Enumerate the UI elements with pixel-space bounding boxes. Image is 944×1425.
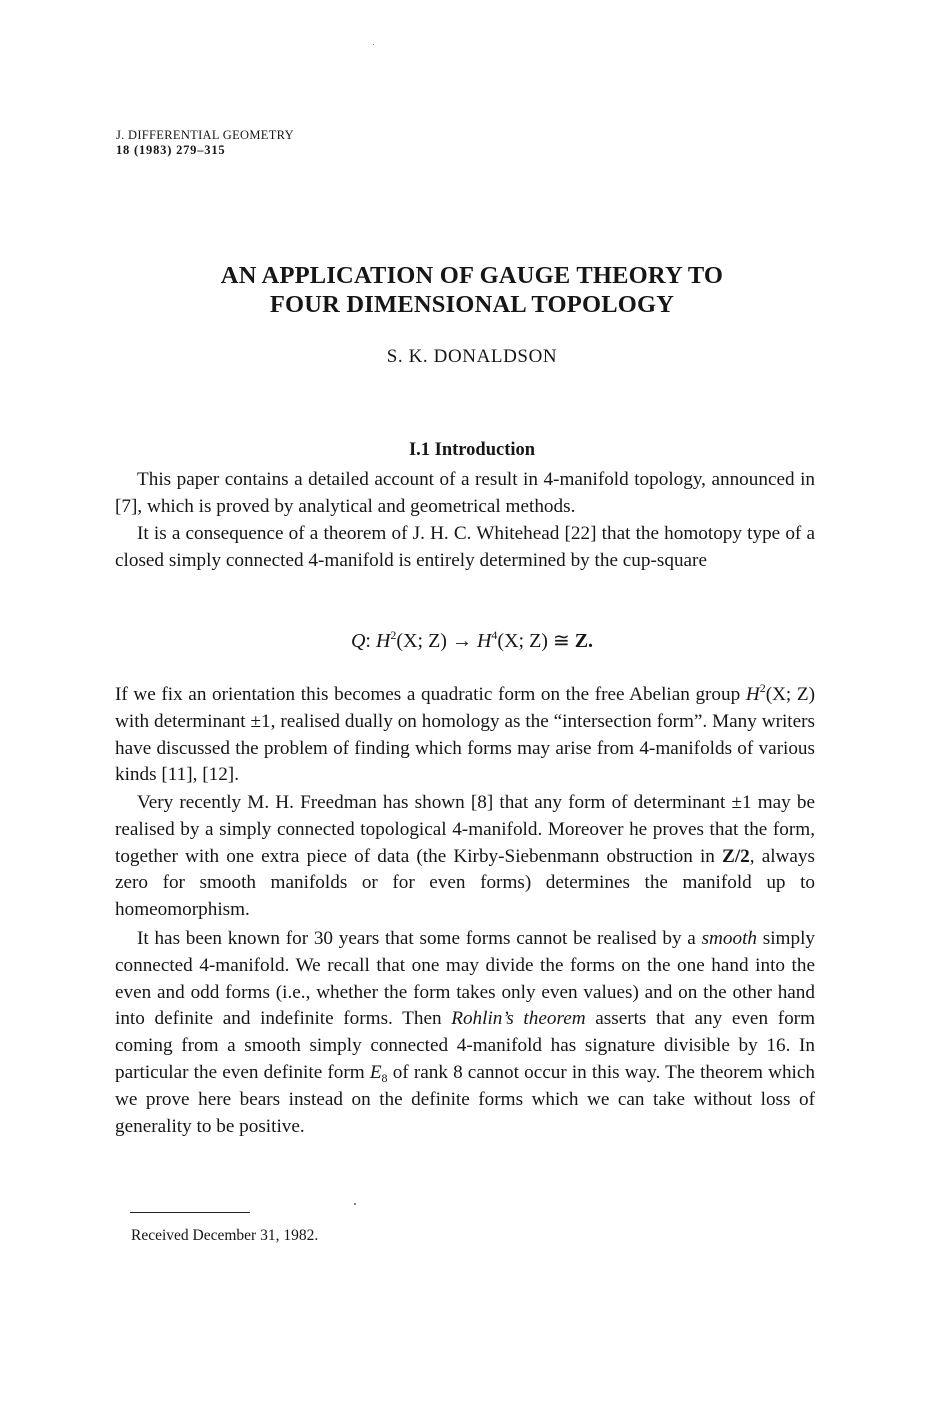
journal-header	[116, 128, 294, 158]
footnote-rule	[130, 1212, 250, 1213]
paragraph-5: It has been known for 30 years that some forms cannot be realised by a smooth simply connected 4-manifold. We recall that one may divide the forms on the one hand into the even and odd forms (i.e., whether the form takes only even values) and on the other hand into definite and indefinite forms. Then Rohlin’s theorem asserts that any even form coming from a smooth simply connected 4-manifold has signature divisible by 16. In particular the even definite form $E_8$ of rank 8 cannot occur in this way. The theorem which we prove here bears instead on the definite forms which we can take without loss of generality to be positive.	[115, 928, 815, 1137]
footnote: Received December 31, 1982.	[131, 1227, 319, 1244]
title-line-1: AN APPLICATION OF GAUGE THEORY TO	[220, 262, 724, 289]
title-line-2: FOUR DIMENSIONAL TOPOLOGY	[269, 291, 675, 318]
paper-title	[0, 261, 944, 319]
scan-speck	[354, 1203, 356, 1205]
scan-speck	[373, 44, 374, 45]
formula-q: Q	[350, 630, 366, 652]
paragraph-4: Very recently M. H. Freedman has shown [8] that any form of determinant ±1 may be realised by a simply connected topological 4-manifold. Moreover he proves that the form, together with one extra piece of data (the Kirby-Siebenmann obstruction in Z/2, always zero for smooth manifolds or for even forms) determines the manifold up to homeomorphism.	[115, 792, 815, 921]
section-heading: I.1 Introduction	[408, 440, 536, 460]
paragraph-3: If we fix an orientation this becomes a quadratic form on the free Abelian group $H^2(X$; Z) with determinant ±1, realised dually on homology as the “intersection form”. Many writers have discussed the problem of finding which forms may arise from 4-manifolds of various kinds [11], [12].	[115, 681, 815, 786]
journal-volume: 18 (1983) 279–315	[116, 143, 226, 157]
formula-h: H	[375, 630, 391, 652]
author: S. K. DONALDSON	[386, 346, 558, 367]
cup-square-formula: Q: $H^2(X$; $Z) \to H^4(X$; Z) ≅ Z.	[350, 628, 594, 652]
journal-name: J. DIFFERENTIAL GEOMETRY	[116, 128, 294, 142]
formula-h4: H	[476, 630, 492, 652]
paragraph-1: This paper contains a detailed account of a result in 4-manifold topology, announced in [7], which is proved by analytical and geometrical methods.	[115, 469, 815, 517]
paragraph-2: It is a consequence of a theorem of J. H. C. Whitehead [22] that the homotopy type of a closed simply connected 4-manifold is entirely determined by the cup-square	[115, 523, 815, 571]
